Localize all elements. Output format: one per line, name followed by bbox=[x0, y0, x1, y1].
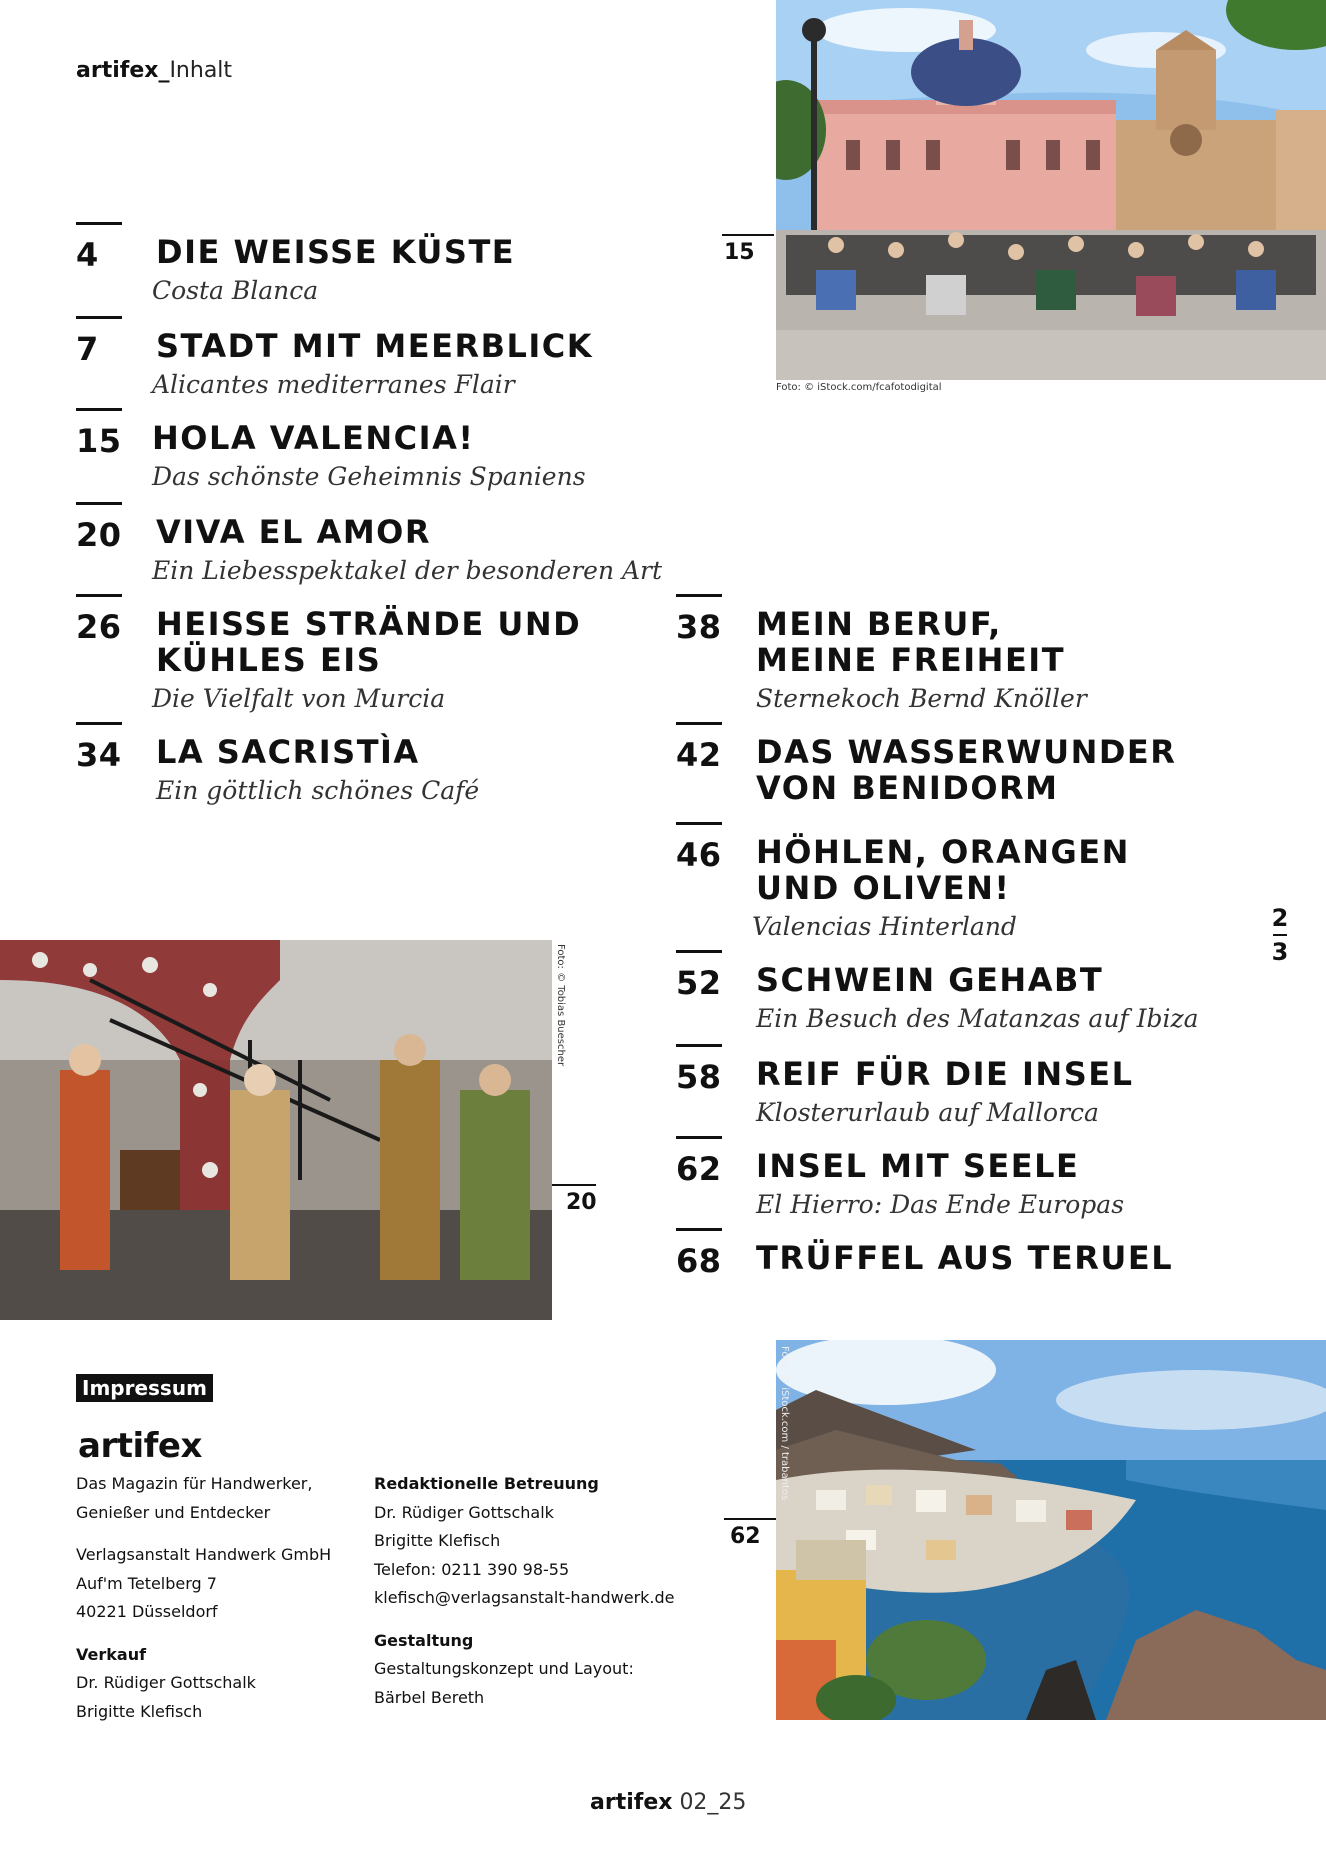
toc-page-number: 15 bbox=[76, 422, 122, 460]
toc-page-number: 62 bbox=[676, 1150, 722, 1188]
toc-title: REIF FÜR DIE INSEL bbox=[756, 1055, 1134, 1093]
photo-callout-rule bbox=[722, 234, 774, 236]
page-numbers bbox=[1270, 904, 1290, 966]
footer-issue: 02_25 bbox=[679, 1790, 747, 1815]
toc-rule bbox=[676, 950, 722, 953]
photo-page-number: 20 bbox=[566, 1190, 597, 1215]
toc-rule bbox=[676, 722, 722, 725]
toc-title: SCHWEIN GEHABT bbox=[756, 961, 1104, 999]
toc-title-line-2: KÜHLES EIS bbox=[156, 641, 382, 679]
toc-rule bbox=[76, 408, 122, 411]
photo-callout-rule bbox=[552, 1184, 596, 1186]
impressum-text: Gestaltungskonzept und Layout: bbox=[374, 1659, 634, 1678]
toc-subtitle: Klosterurlaub auf Mallorca bbox=[756, 1098, 1099, 1127]
toc-page-number: 46 bbox=[676, 836, 722, 874]
toc-rule bbox=[76, 594, 122, 597]
impressum-heading: Redaktionelle Betreuung bbox=[374, 1474, 599, 1493]
header-separator: _ bbox=[158, 58, 170, 83]
impressum-heading: Gestaltung bbox=[374, 1630, 474, 1650]
impressum-text: Genießer und Entdecker bbox=[76, 1502, 271, 1522]
page-number-divider bbox=[1273, 934, 1287, 936]
toc-rule bbox=[676, 822, 722, 825]
toc-subtitle: Das schönste Geheimnis Spaniens bbox=[152, 462, 586, 491]
photo-credit: Foto: © iStock.com / trabantos bbox=[779, 1346, 790, 1501]
photo-credit: Foto: © iStock.com/fcafotodigital bbox=[776, 382, 942, 393]
toc-page-number: 38 bbox=[676, 608, 722, 646]
medieval-festival-photo bbox=[0, 940, 552, 1320]
toc-rule bbox=[76, 222, 122, 225]
toc-title-line-2: VON BENIDORM bbox=[756, 769, 1059, 807]
toc-subtitle: Ein Besuch des Matanzas auf Ibiza bbox=[756, 1004, 1199, 1033]
impressum-text: Dr. Rüdiger Gottschalk bbox=[374, 1502, 554, 1522]
photo-callout-rule bbox=[724, 1518, 776, 1520]
impressum-text: Telefon: 0211 390 98-55 bbox=[374, 1559, 570, 1579]
coastal-village-photo bbox=[776, 1340, 1326, 1720]
footer-brand: artifex bbox=[590, 1790, 673, 1815]
header-brand: artifex bbox=[76, 58, 159, 83]
toc-rule bbox=[76, 722, 122, 725]
impressum-text: Bärbel Bereth bbox=[374, 1687, 485, 1707]
toc-subtitle: Die Vielfalt von Murcia bbox=[152, 684, 446, 713]
valencia-plaza-photo bbox=[776, 0, 1326, 380]
toc-title-line-2: MEINE FREIHEIT bbox=[756, 641, 1066, 679]
running-header bbox=[76, 58, 232, 83]
toc-title: INSEL MIT SEELE bbox=[756, 1147, 1080, 1185]
toc-title: LA SACRISTÌA bbox=[156, 733, 420, 771]
impressum-email-link[interactable]: klefisch@verlagsanstalt-handwerk.de bbox=[374, 1588, 675, 1607]
toc-page-number: 7 bbox=[76, 330, 99, 368]
photo-credit: Foto: © Tobias Buescher bbox=[555, 944, 566, 1067]
toc-subtitle: El Hierro: Das Ende Europas bbox=[756, 1190, 1125, 1219]
toc-page-number: 58 bbox=[676, 1058, 722, 1096]
photo-page-number: 15 bbox=[724, 240, 755, 265]
toc-title: HEISSE STRÄNDE UND bbox=[156, 605, 582, 643]
toc-title: VIVA EL AMOR bbox=[156, 513, 432, 551]
toc-rule bbox=[676, 1044, 722, 1047]
toc-page-number: 26 bbox=[76, 608, 122, 646]
toc-title: MEIN BERUF, bbox=[756, 605, 1002, 643]
toc-title: TRÜFFEL AUS TERUEL bbox=[756, 1239, 1174, 1277]
toc-subtitle: Costa Blanca bbox=[152, 276, 319, 305]
toc-rule bbox=[676, 1136, 722, 1139]
toc-page-number: 52 bbox=[676, 964, 722, 1002]
impressum-text: Brigitte Klefisch bbox=[374, 1531, 501, 1550]
toc-page-number: 42 bbox=[676, 736, 722, 774]
impressum-badge: Impressum bbox=[76, 1374, 213, 1402]
toc-title: HÖHLEN, ORANGEN bbox=[756, 833, 1130, 871]
impressum-text: 40221 Düsseldorf bbox=[76, 1602, 218, 1621]
impressum-column-1 bbox=[76, 1470, 356, 1726]
page-footer bbox=[590, 1790, 746, 1815]
toc-rule bbox=[76, 502, 122, 505]
toc-page-number: 68 bbox=[676, 1242, 722, 1280]
toc-title: STADT MIT MEERBLICK bbox=[156, 327, 594, 365]
impressum-text: Brigitte Klefisch bbox=[76, 1701, 203, 1721]
toc-subtitle: Ein göttlich schönes Café bbox=[156, 776, 480, 805]
toc-rule bbox=[676, 594, 722, 597]
photo-page-number: 62 bbox=[730, 1524, 761, 1549]
toc-rule bbox=[76, 316, 122, 319]
toc-subtitle: Sternekoch Bernd Knöller bbox=[756, 684, 1087, 713]
header-section: Inhalt bbox=[169, 58, 233, 83]
page-number-right: 3 bbox=[1271, 938, 1289, 966]
impressum-text: Das Magazin für Handwerker, bbox=[76, 1474, 313, 1493]
toc-page-number: 4 bbox=[76, 236, 99, 274]
toc-subtitle: Ein Liebesspektakel der besonderen Art bbox=[152, 556, 663, 585]
impressum-text: Verlagsanstalt Handwerk GmbH bbox=[76, 1545, 332, 1564]
impressum-text: Dr. Rüdiger Gottschalk bbox=[76, 1673, 256, 1692]
page-number-left: 2 bbox=[1271, 904, 1289, 932]
toc-page-number: 20 bbox=[76, 516, 122, 554]
toc-rule bbox=[676, 1228, 722, 1231]
impressum-text: Auf'm Tetelberg 7 bbox=[76, 1573, 217, 1593]
impressum-heading: Verkauf bbox=[76, 1644, 147, 1664]
toc-title: DIE WEISSE KÜSTE bbox=[156, 233, 516, 271]
toc-page-number: 34 bbox=[76, 736, 122, 774]
toc-title-line-2: UND OLIVEN! bbox=[756, 869, 1011, 907]
impressum-logo: artifex bbox=[78, 1426, 202, 1466]
toc-subtitle: Valencias Hinterland bbox=[752, 912, 1017, 941]
toc-subtitle: Alicantes mediterranes Flair bbox=[152, 370, 515, 399]
toc-title: HOLA VALENCIA! bbox=[152, 419, 475, 457]
impressum-column-2 bbox=[374, 1470, 714, 1712]
toc-title: DAS WASSERWUNDER bbox=[756, 733, 1177, 771]
